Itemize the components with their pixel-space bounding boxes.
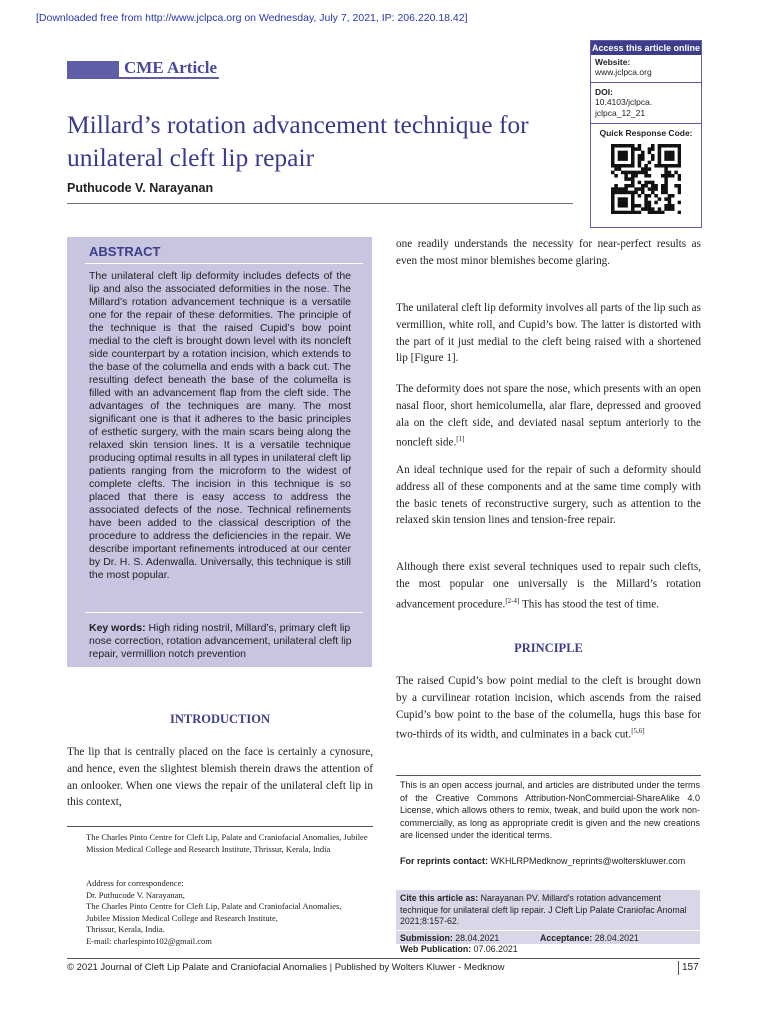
footer-separator: [678, 961, 679, 975]
right-paragraph-0: one readily understands the necessity for near-perfect results as even the most minor blemishes become glaring.: [396, 238, 701, 267]
right-paragraph-1: The unilateral cleft lip deformity involves all parts of the lip such as vermillion, white roll, and Cupid’s bow. The latter is distorted with the part of it just medial to the cleft being raised with a shortened lip [Figure 1].: [396, 302, 701, 365]
web-publication-date: [400, 944, 696, 956]
keywords: [89, 622, 355, 661]
footer-rule: [67, 958, 700, 959]
access-online-header: Access this article online: [591, 43, 701, 53]
citation-2-4[interactable]: [2-4]: [505, 596, 520, 605]
acceptance-label: Acceptance:: [540, 932, 593, 943]
article-title: Millard’s rotation advancement technique for unilateral cleft lip repair: [67, 110, 529, 172]
right-paragraph-2: [396, 381, 701, 452]
website-label: Website:: [595, 57, 631, 67]
right-paragraph-4-text: Although there exist several techniques used to repair such clefts, the most popular one universally is the Millard’s rotation advancement procedure.: [396, 561, 701, 611]
doi-label: DOI:: [595, 87, 613, 97]
correspondence-address-1: The Charles Pinto Centre for Cleft Lip, Palate and Craniofacial Anomalies,: [86, 901, 342, 911]
footer-copyright: © 2021 Journal of Cleft Lip Palate and Craniofacial Anomalies | Published by Wolters Kluwer - Medknow: [67, 962, 505, 973]
keywords-rule: [85, 612, 363, 613]
reprints-contact: [400, 856, 700, 866]
acceptance-date: [540, 933, 639, 945]
acceptance-value: 28.04.2021: [592, 932, 639, 943]
correspondence-email[interactable]: E-mail: charlespinto102@gmail.com: [86, 935, 212, 946]
author: Puthucode V. Narayanan: [67, 181, 214, 195]
abstract-text: The unilateral cleft lip deformity includes defects of the lip and also the associated deformities in the nose. The Millard’s rotation advancement technique is a versatile one for the repair of these deformities. The principle of the technique is that the raised Cupid’s bow point medial to the cleft is brought down level with its noncleft side counterpart by a rotation incision, which extends to the base of the columella and ends with a back cut. The resulting defect beneath the base of the columella is filled with an advancement flap from the cleft side. The advantages of the techniques are many. The most significant one is that it adheres to the basic principles of esthetic surgery, with the main scars being along the relaxed skin tension lines. It is a versatile technique producing optimal results in all types in unilateral cleft lip patients ranging from the microform to the widest of complete clefts. The incision in this technique is so placed that there is easy access to address the associated defects of the nose. Technical refinements have been added to the classical description of the procedure to address the deficiencies in the repair. We describe important refinements introduced at our center by Dr. H. S. Adenwalla. Universally, this technique is still the most popular.: [89, 270, 351, 581]
website-link[interactable]: www.jclpca.org: [595, 67, 652, 77]
keywords-text: High riding nostril, Millard’s, primary cleft lip nose correction, rotation advancement, unilateral cleft lip repair, vermillion notch prevention: [89, 622, 352, 660]
right-paragraph-2-text: The deformity does not spare the nose, which presents with an open nasal floor, short hemicolumella, alar flare, depressed and grooved ala on the cleft side, and deviated nasal septum anteriorly to the noncleft side.: [396, 383, 701, 450]
right-paragraph-4: [396, 559, 701, 613]
submission-date: [400, 933, 540, 945]
correspondence-address-3: Thrissur, Kerala, India.: [86, 924, 165, 934]
right-paragraph-3: An ideal technique used for the repair of such a deformity should address all of these components and at the same time comply with the basic tenets of reconstructive surgery, such as attention to the relaxed skin tension lines and tension-free repair.: [396, 464, 701, 527]
article-type-rule: [67, 77, 219, 79]
article-type: CME Article: [124, 58, 217, 77]
principle-paragraph-text: The raised Cupid’s bow point medial to the cleft is brought down by a curvilinear rotation incision, which ascends from the raised Cupid’s bow point to the base of the columella, hugs this base for two-thirds of its width, and culminates in a back cut.: [396, 675, 701, 742]
cite-label: Cite this article as:: [400, 893, 479, 903]
abstract-rule: [85, 263, 363, 264]
web-publication-value: 07.06.2021: [471, 944, 518, 954]
affiliation-rule: [67, 826, 373, 827]
correspondence-name: Dr. Puthucode V. Narayanan,: [86, 889, 185, 900]
submission-label: Submission:: [400, 932, 453, 943]
affiliation: The Charles Pinto Centre for Cleft Lip, Palate and Craniofacial Anomalies, Jubilee Mission Medical College and Research Institute, Thrissur, Kerala, India: [86, 832, 368, 854]
right-paragraph-4-tail: This has stood the test of time.: [519, 598, 659, 611]
submission-value: 28.04.2021: [452, 932, 500, 943]
web-publication-label: Web Publication:: [400, 944, 472, 954]
cite-as: [400, 893, 696, 928]
open-access-notice: This is an open access journal, and articles are distributed under the terms of the Creative Commons Attribution-NonCommercial-ShareAlike 4.0 License, which allows others to remix, tweak, and build upon the work non-commercially, as long as appropriate credit is given and the new creations are licensed under the identical terms.: [400, 780, 700, 840]
principle-paragraph: [396, 673, 701, 744]
correspondence-address-2: Jubilee Mission Medical College and Research Institute,: [86, 912, 278, 923]
qr-label: Quick Response Code:: [599, 128, 693, 138]
qr-code-icon[interactable]: [611, 144, 681, 214]
citation-5-6[interactable]: [5,6]: [631, 727, 645, 736]
introduction-heading: INTRODUCTION: [169, 712, 270, 726]
introduction-paragraph: The lip that is centrally placed on the face is certainly a cynosure, and hence, even the slightest blemish therein draws the attention of an onlooker. When one views the repair of the unilateral cleft lip in this context,: [67, 746, 373, 809]
abstract-heading: ABSTRACT: [89, 244, 161, 259]
download-banner: [Downloaded free from http://www.jclpca.org on Wednesday, July 7, 2021, IP: 206.220.18.42]: [36, 12, 468, 24]
access-online-box: [590, 40, 702, 228]
keywords-label: Key words:: [89, 622, 146, 634]
correspondence-label: Address for correspondence:: [86, 878, 184, 888]
doi-line-1[interactable]: 10.4103/jclpca.: [595, 97, 653, 107]
cite-text: Narayanan PV. Millard's rotation advancement technique for unilateral cleft lip repair. J Cleft Lip Palate Craniofac Anomal 2021;8:157-62.: [400, 893, 687, 926]
title-rule: [67, 203, 573, 204]
citation-box: [396, 890, 700, 954]
page-number: 157: [682, 962, 699, 973]
doi-line-2[interactable]: jclpca_12_21: [595, 108, 646, 118]
citation-1[interactable]: [1]: [456, 435, 465, 444]
open-access-rule: [396, 775, 701, 776]
reprints-email[interactable]: WKHLRPMedknow_reprints@wolterskluwer.com: [488, 856, 686, 866]
principle-heading: PRINCIPLE: [514, 641, 583, 655]
reprints-label: For reprints contact:: [400, 856, 489, 866]
article-type-bar: [67, 61, 119, 77]
correspondence: [86, 878, 376, 947]
